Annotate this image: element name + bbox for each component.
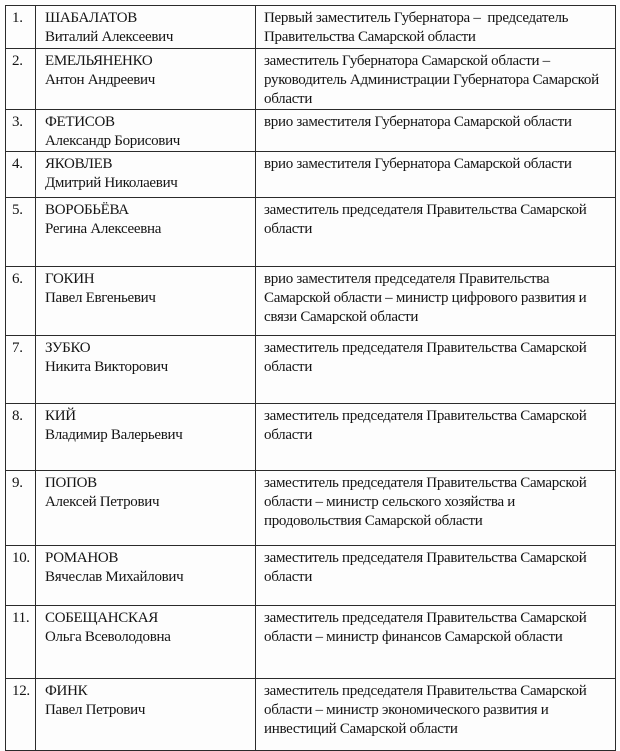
row-number-cell	[6, 546, 36, 606]
position-text: заместитель председателя Правительства Самарской области	[264, 550, 590, 585]
table-row	[6, 110, 616, 152]
surname: ФИНК	[45, 683, 88, 699]
given-names: Владимир Валерьевич	[45, 427, 183, 443]
given-names: Ольга Всеволодовна	[45, 629, 171, 645]
position-cell	[256, 152, 616, 198]
position-text: Первый заместитель Губернатора – председатель Правительства Самарской области	[264, 10, 572, 45]
given-names: Антон Андреевич	[45, 72, 155, 88]
position-text: врио заместителя Губернатора Самарской области	[264, 156, 572, 172]
given-names: Александр Борисович	[45, 133, 181, 149]
position-cell	[256, 606, 616, 679]
given-names: Регина Алексеевна	[45, 221, 162, 237]
position-cell	[256, 49, 616, 110]
position-cell	[256, 404, 616, 471]
surname: КИЙ	[45, 408, 76, 424]
position-cell	[256, 546, 616, 606]
row-number-cell	[6, 471, 36, 546]
surname: ШАБАЛАТОВ	[45, 10, 138, 26]
name-cell	[36, 6, 256, 49]
position-cell	[256, 198, 616, 267]
table-row	[6, 49, 616, 110]
surname: ЕМЕЛЬЯНЕНКО	[45, 53, 153, 69]
position-cell	[256, 267, 616, 336]
given-names: Никита Викторович	[45, 359, 168, 375]
surname: СОБЕЩАНСКАЯ	[45, 610, 158, 626]
position-cell	[256, 336, 616, 404]
table-row	[6, 471, 616, 546]
given-names: Виталий Алексеевич	[45, 29, 174, 45]
row-number: 1.	[12, 10, 23, 26]
row-number-cell	[6, 336, 36, 404]
row-number: 10.	[12, 550, 30, 566]
table-row	[6, 546, 616, 606]
row-number-cell	[6, 606, 36, 679]
surname: ПОПОВ	[45, 475, 97, 491]
name-cell	[36, 110, 256, 152]
row-number: 6.	[12, 271, 23, 287]
row-number-cell	[6, 679, 36, 751]
given-names: Алексей Петрович	[45, 494, 160, 510]
row-number: 8.	[12, 408, 23, 424]
position-text: заместитель председателя Правительства Самарской области – министр сельского хозяйства и продовольствия Самарской области	[264, 475, 590, 529]
name-cell	[36, 471, 256, 546]
row-number-cell	[6, 267, 36, 336]
table-row	[6, 606, 616, 679]
row-number: 3.	[12, 114, 23, 130]
row-number-cell	[6, 198, 36, 267]
row-number: 2.	[12, 53, 23, 69]
row-number: 12.	[12, 683, 30, 699]
name-cell	[36, 152, 256, 198]
position-cell	[256, 679, 616, 751]
surname: ГОКИН	[45, 271, 95, 287]
position-text: заместитель председателя Правительства Самарской области	[264, 340, 590, 375]
position-cell	[256, 110, 616, 152]
surname: РОМАНОВ	[45, 550, 119, 566]
row-number: 4.	[12, 156, 23, 172]
position-text: заместитель председателя Правительства Самарской области	[264, 408, 590, 443]
position-text: заместитель Губернатора Самарской области – руководитель Администрации Губернатора Самарской области	[264, 53, 603, 107]
position-cell	[256, 6, 616, 49]
table-row	[6, 679, 616, 751]
table-row	[6, 6, 616, 49]
row-number: 9.	[12, 475, 23, 491]
row-number-cell	[6, 6, 36, 49]
row-number-cell	[6, 404, 36, 471]
given-names: Павел Петрович	[45, 702, 146, 718]
position-text: врио заместителя Губернатора Самарской области	[264, 114, 572, 130]
row-number-cell	[6, 152, 36, 198]
name-cell	[36, 404, 256, 471]
table-row	[6, 336, 616, 404]
table-row	[6, 152, 616, 198]
row-number-cell	[6, 49, 36, 110]
given-names: Дмитрий Николаевич	[45, 175, 178, 191]
surname: ВОРОБЬЁВА	[45, 202, 129, 218]
given-names: Вячеслав Михайлович	[45, 569, 184, 585]
surname: ЗУБКО	[45, 340, 91, 356]
table-row	[6, 404, 616, 471]
name-cell	[36, 336, 256, 404]
name-cell	[36, 198, 256, 267]
officials-table	[5, 5, 616, 751]
name-cell	[36, 49, 256, 110]
table-row	[6, 267, 616, 336]
row-number: 5.	[12, 202, 23, 218]
position-text: заместитель председателя Правительства Самарской области – министр экономического развития и инвестиций Самарской области	[264, 683, 590, 737]
name-cell	[36, 606, 256, 679]
name-cell	[36, 267, 256, 336]
given-names: Павел Евгеньевич	[45, 290, 156, 306]
position-text: заместитель председателя Правительства Самарской области – министр финансов Самарской области	[264, 610, 590, 645]
position-cell	[256, 471, 616, 546]
row-number: 7.	[12, 340, 23, 356]
name-cell	[36, 546, 256, 606]
name-cell	[36, 679, 256, 751]
surname: ЯКОВЛЕВ	[45, 156, 113, 172]
row-number: 11.	[12, 610, 30, 626]
surname: ФЕТИСОВ	[45, 114, 115, 130]
position-text: врио заместителя председателя Правительства Самарской области – министр цифрового развития и связи Самарской области	[264, 271, 590, 325]
row-number-cell	[6, 110, 36, 152]
position-text: заместитель председателя Правительства Самарской области	[264, 202, 590, 237]
table-row	[6, 198, 616, 267]
